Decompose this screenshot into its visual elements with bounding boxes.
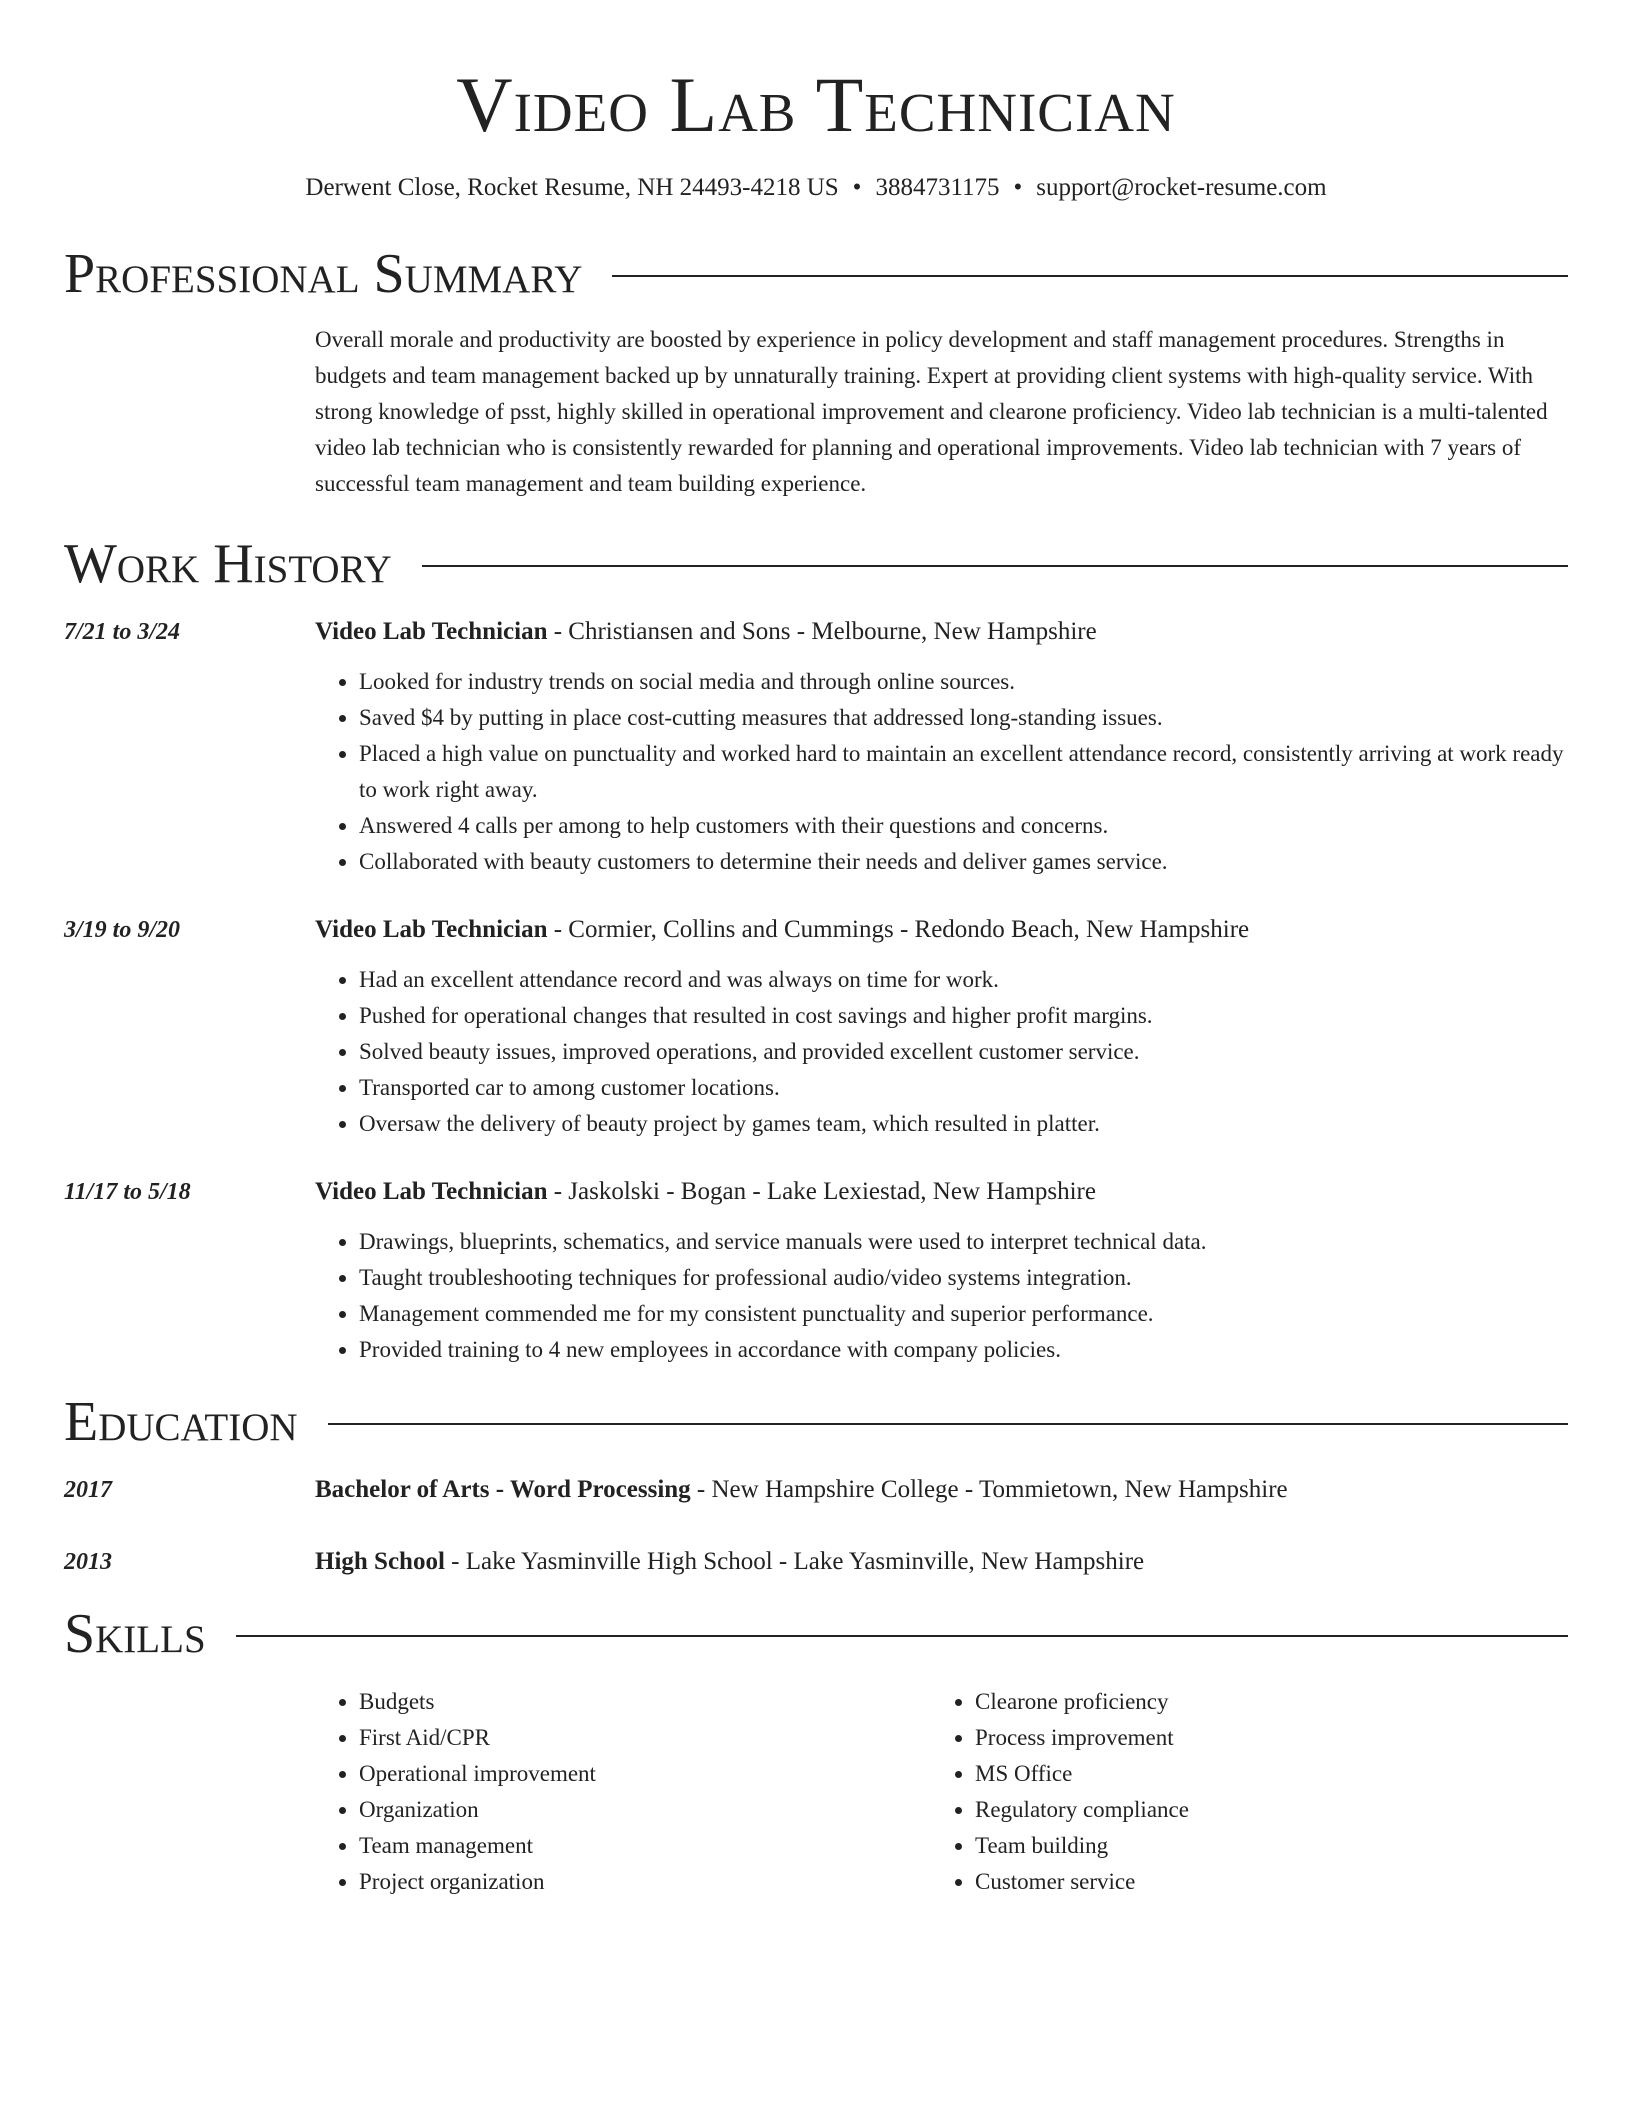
job-body: [315, 1174, 1568, 1368]
education-section-header: [64, 1390, 1568, 1454]
job-bullets: [315, 664, 1568, 880]
job-title-line: [315, 1174, 1568, 1210]
skill-item: • Team management: [359, 1828, 931, 1864]
job-title-line: [315, 912, 1568, 948]
job-entry: [64, 1174, 1568, 1368]
contact-email: support@rocket-resume.com: [1036, 174, 1327, 201]
job-bullet: • Transported car to among customer locations.: [359, 1070, 1568, 1106]
job-body: [315, 912, 1568, 1142]
education-details: - New Hampshire College - Tommietown, New Hampshire: [690, 1476, 1288, 1503]
education-year: 2017: [64, 1477, 112, 1503]
skills-columns: [315, 1684, 1568, 1900]
job-dates: 3/19 to 9/20: [64, 917, 181, 943]
skill-item: • Operational improvement: [359, 1756, 931, 1792]
summary-heading: Professional Summary: [64, 243, 583, 305]
skill-item: • Clearone proficiency: [975, 1684, 1547, 1720]
job-bullet: • Had an excellent attendance record and was always on time for work.: [359, 962, 1568, 998]
education-details: - Lake Yasminville High School - Lake Yasminville, New Hampshire: [444, 1548, 1145, 1575]
education-year: 2013: [64, 1549, 112, 1575]
job-bullet: • Placed a high value on punctuality and worked hard to maintain an excellent attendance record, consistently arriving at work ready to work right away.: [359, 736, 1568, 808]
job-bullet: • Collaborated with beauty customers to determine their needs and deliver games service.: [359, 844, 1568, 880]
contact-line: [64, 172, 1568, 204]
resume-page: [64, 0, 1568, 1900]
skills-heading: Skills: [64, 1603, 206, 1665]
education-degree: High School: [315, 1548, 445, 1575]
job-title: Video Lab Technician: [315, 916, 548, 943]
job-bullet: • Provided training to 4 new employees in accordance with company policies.: [359, 1332, 1568, 1368]
job-bullet: • Management commended me for my consistent punctuality and superior performance.: [359, 1296, 1568, 1332]
contact-phone: 3884731175: [875, 174, 1000, 201]
job-bullet: • Taught troubleshooting techniques for professional audio/video systems integration.: [359, 1260, 1568, 1296]
job-bullet: • Looked for industry trends on social media and through online sources.: [359, 664, 1568, 700]
skill-item: • Regulatory compliance: [975, 1792, 1547, 1828]
job-bullet: • Answered 4 calls per among to help customers with their questions and concerns.: [359, 808, 1568, 844]
job-bullet: • Pushed for operational changes that resulted in cost savings and higher profit margins.: [359, 998, 1568, 1034]
work-heading: Work History: [64, 533, 392, 595]
job-entry: [64, 614, 1568, 880]
job-details: - Jaskolski - Bogan - Lake Lexiestad, New Hampshire: [547, 1178, 1096, 1205]
summary-section-header: [64, 242, 1568, 306]
job-bullet: • Solved beauty issues, improved operations, and provided excellent customer service.: [359, 1034, 1568, 1070]
section-divider: [612, 275, 1568, 277]
skill-item: • MS Office: [975, 1756, 1547, 1792]
job-bullets: [315, 962, 1568, 1142]
skill-item: • Budgets: [359, 1684, 931, 1720]
education-body: [315, 1472, 1288, 1508]
contact-address: Derwent Close, Rocket Resume, NH 24493-4218 US: [305, 174, 839, 201]
job-entry: [64, 912, 1568, 1142]
education-body: [315, 1544, 1144, 1580]
resume-name: Video Lab Technician: [456, 61, 1176, 148]
section-divider: [328, 1423, 1568, 1425]
job-bullet: • Drawings, blueprints, schematics, and service manuals were used to interpret technical data.: [359, 1224, 1568, 1260]
skill-item: • First Aid/CPR: [359, 1720, 931, 1756]
section-divider: [422, 565, 1568, 567]
skill-item: • Process improvement: [975, 1720, 1547, 1756]
job-title-line: [315, 614, 1568, 650]
education-entry: [64, 1544, 1568, 1580]
skills-list-left: [315, 1684, 931, 1900]
education-heading: Education: [64, 1391, 298, 1453]
summary-text: Overall morale and productivity are boosted by experience in policy development and staff management procedures. Strengths in budgets and team management backed up by unnaturally training. Expert at providing client systems with high-quality service. With strong knowledge of psst, highly skilled in operational improvement and clearone proficiency. Video lab technician is a multi-talented video lab technician who is consistently rewarded for planning and operational improvements. Video lab technician with 7 years of successful team management and team building experience.: [315, 327, 1548, 496]
job-bullets: [315, 1224, 1568, 1368]
contact-separator: •: [852, 174, 862, 201]
work-section-header: [64, 532, 1568, 596]
education-entry: [64, 1472, 1568, 1508]
job-title: Video Lab Technician: [315, 1178, 548, 1205]
section-divider: [236, 1635, 1568, 1637]
job-title: Video Lab Technician: [315, 618, 548, 645]
education-degree: Bachelor of Arts - Word Processing: [315, 1476, 691, 1503]
skill-item: • Organization: [359, 1792, 931, 1828]
job-body: [315, 614, 1568, 880]
skill-item: • Customer service: [975, 1864, 1547, 1900]
job-bullet: • Oversaw the delivery of beauty project by games team, which resulted in platter.: [359, 1106, 1568, 1142]
job-dates: 11/17 to 5/18: [64, 1179, 191, 1205]
job-details: - Christiansen and Sons - Melbourne, New Hampshire: [547, 618, 1097, 645]
job-details: - Cormier, Collins and Cummings - Redondo Beach, New Hampshire: [547, 916, 1250, 943]
job-bullet: • Saved $4 by putting in place cost-cutting measures that addressed long-standing issues.: [359, 700, 1568, 736]
skill-item: • Team building: [975, 1828, 1547, 1864]
skills-section-header: [64, 1602, 1568, 1666]
skill-item: • Project organization: [359, 1864, 931, 1900]
skills-list-right: [931, 1684, 1547, 1900]
contact-separator: •: [1013, 174, 1023, 201]
job-dates: 7/21 to 3/24: [64, 619, 181, 645]
